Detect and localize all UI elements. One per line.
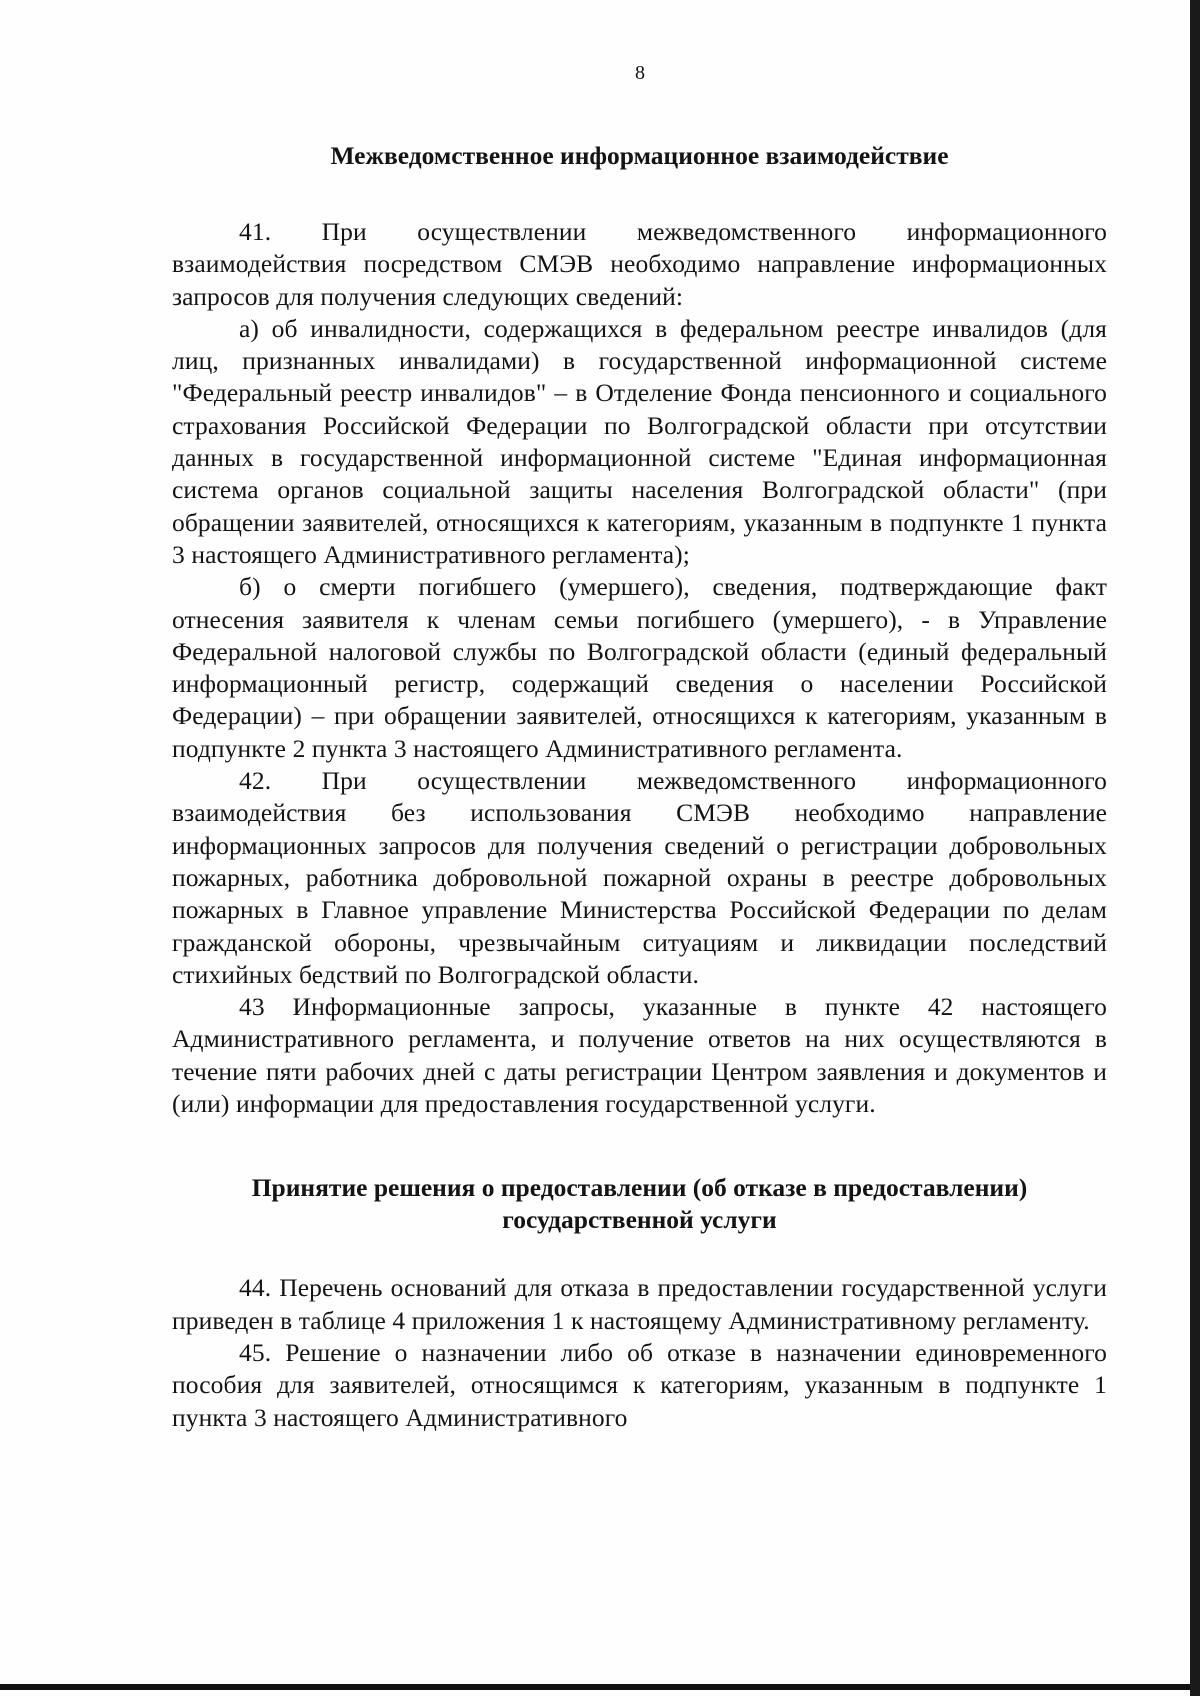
scan-bottom-edge bbox=[0, 1684, 1200, 1690]
paragraph-44: 44. Перечень оснований для отказа в предоставлении государственной услуги приведен в таблице 4 приложения 1 к настоящему Административному регламенту. bbox=[172, 1273, 1107, 1335]
document-body bbox=[172, 140, 1107, 1434]
paragraph-41-a: а) об инвалидности, содержащихся в федеральном реестре инвалидов (для лиц, признанных инвалидами) в государственной информационной системе "Федеральный реестр инвалидов" – в Отделение Фонда пенсионного и социального страхования Российской Федерации по Волгоградской области при отсутствии данных в государственной информационной системе "Единая информационная система органов социальной защиты населения Волгоградской области" (при обращении заявителей, относящихся к категориям, указанным в подпункте 1 пункта 3 настоящего Административного регламента); bbox=[172, 313, 1107, 569]
section-heading-interagency: Межведомственное информационное взаимодействие bbox=[330, 141, 949, 170]
paragraph-43: 43 Информационные запросы, указанные в пункте 42 настоящего Административного регламента, и получение ответов на них осуществляются в течение пяти рабочих дней с даты регистрации Центром заявления и документов и (или) информации для предоставления государственной услуги. bbox=[172, 992, 1107, 1119]
section-heading-decision: Принятие решения о предоставлении (об отказе в предоставлении) государственной услуги bbox=[251, 1173, 1028, 1235]
paragraph-41: 41. При осуществлении межведомственного информационного взаимодействия посредством СМЭВ необходимо направление информационных запросов для получения следующих сведений: bbox=[172, 217, 1107, 311]
paragraph-41-b: б) о смерти погибшего (умершего), сведения, подтверждающие факт отнесения заявителя к членам семьи погибшего (умершего), - в Управление Федеральной налоговой службы по Волгоградской области (единый федеральный информационный регистр, содержащий сведения о населении Российской Федерации) – при обращении заявителей, относящихся к категориям, указанным в подпункте 2 пункта 3 настоящего Административного регламента. bbox=[172, 572, 1107, 763]
paragraph-45: 45. Решение о назначении либо об отказе в назначении единовременного пособия для заявителей, относящимся к категориям, указанным в подпункте 1 пункта 3 настоящего Административного bbox=[172, 1337, 1107, 1432]
page-number: 8 bbox=[635, 62, 645, 84]
scan-right-edge bbox=[1190, 0, 1200, 1696]
paragraph-42: 42. При осуществлении межведомственного информационного взаимодействия без использования СМЭВ необходимо направление информационных запросов для получения сведений о регистрации добровольных пожарных, работника добровольной пожарной охраны в реестре добровольных пожарных в Главное управление Министерства Российской Федерации по делам гражданской обороны, чрезвычайным ситуациям и ликвидации последствий стихийных бедствий по Волгоградской области. bbox=[172, 766, 1107, 989]
